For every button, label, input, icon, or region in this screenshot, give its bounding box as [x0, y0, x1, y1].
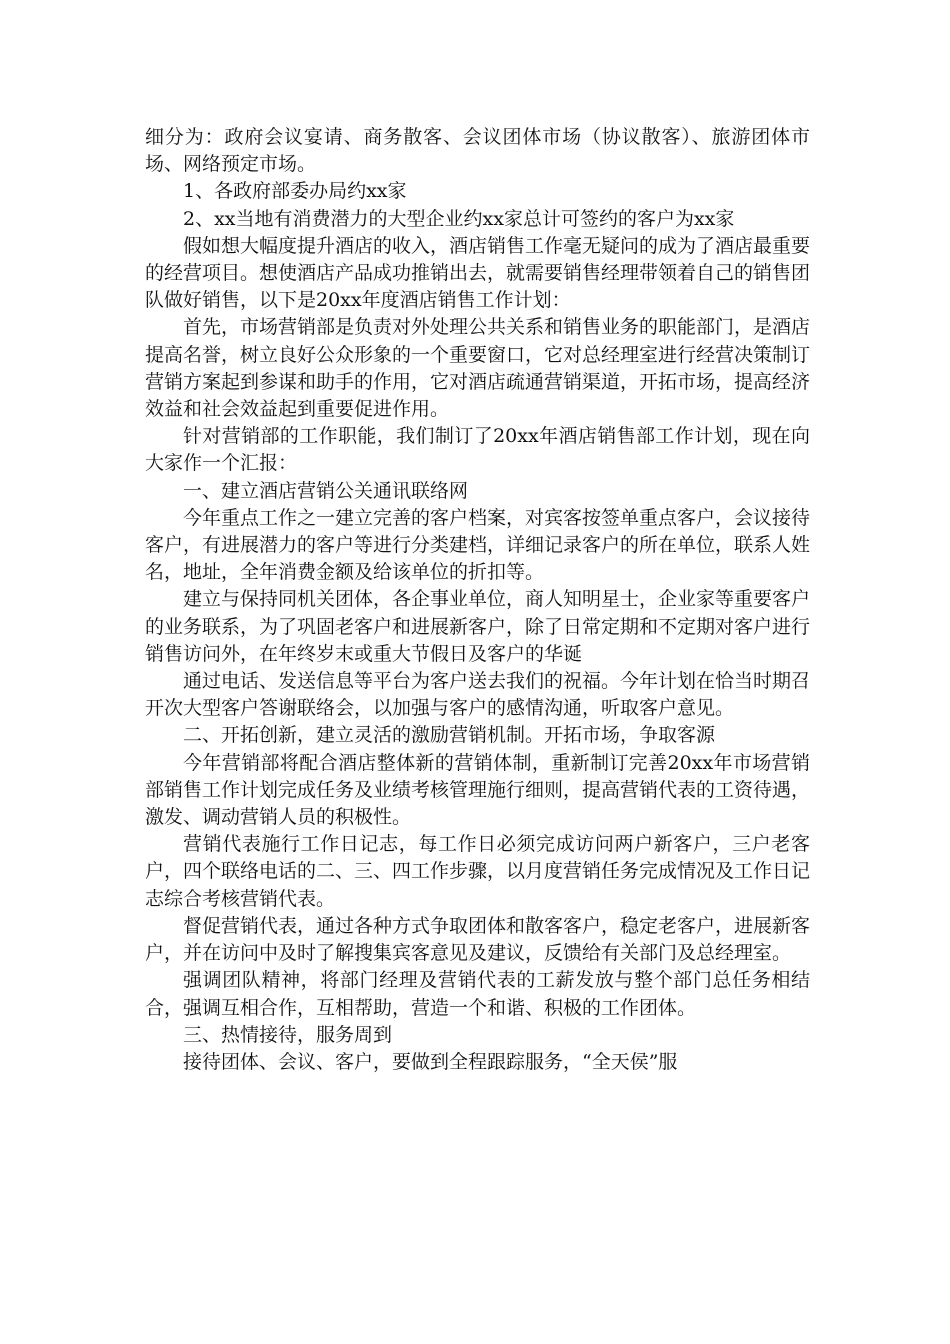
document-body	[145, 124, 810, 1076]
paragraph: 督促营销代表，通过各种方式争取团体和散客客户，稳定老客户，进展新客户，并在访问中及时了解搜集宾客意见及建议，反馈给有关部门及总经理室。	[145, 914, 811, 965]
paragraph: 今年营销部将配合酒店整体新的营销体制，重新制订完善20xx年市场营销部销售工作计划完成任务及业绩考核管理施行细则，提高营销代表的工资待遇，激发、调动营销人员的积极性。	[145, 751, 811, 829]
paragraph: 营销代表施行工作日记志，每工作日必须完成访问两户新客户，三户老客户，四个联络电话的二、三、四工作步骤，以月度营销任务完成情况及工作日记志综合考核营销代表。	[145, 833, 811, 910]
paragraph: 强调团队精神，将部门经理及营销代表的工薪发放与整个部门总任务相结合，强调互相合作，互相帮助，营造一个和谐、积极的工作团体。	[145, 969, 810, 1019]
paragraph: 一、建立酒店营销公关通讯联络网	[183, 479, 469, 502]
paragraph: 2、xx当地有消费潜力的大型企业约xx家总计可签约的客户为xx家	[183, 207, 735, 230]
paragraph: 细分为：政府会议宴请、商务散客、会议团体市场（协议散客）、旅游团体市场、网络预定市场。	[145, 126, 810, 176]
paragraph: 今年重点工作之一建立完善的客户档案，对宾客按签单重点客户，会议接待客户，有进展潜力的客户等进行分类建档，详细记录客户的所在单位，联系人姓名，地址，全年消费金额及给该单位的折扣等。	[145, 506, 811, 584]
paragraph: 通过电话、发送信息等平台为客户送去我们的祝福。今年计划在恰当时期召开次大型客户答谢联络会，以加强与客户的感情沟通，听取客户意见。	[145, 670, 811, 720]
paragraph: 二、开拓创新，建立灵活的激励营销机制。开拓市场，争取客源	[183, 724, 716, 747]
paragraph: 1、各政府部委办局约xx家	[183, 180, 407, 203]
paragraph: 首先，市场营销部是负责对外处理公共关系和销售业务的职能部门，是酒店提高名誉，树立良好公众形象的一个重要窗口，它对总经理室进行经营决策制订营销方案起到参谋和助手的作用，它对酒店疏通营销渠道，开拓市场，提高经济效益和社会效益起到重要促进作用。	[145, 316, 811, 421]
paragraph: 针对营销部的工作职能，我们制订了20xx年酒店销售部工作计划，现在向大家作一个汇报：	[145, 425, 810, 475]
paragraph: 三、热情接待，服务周到	[183, 1023, 393, 1046]
paragraph: 假如想大幅度提升酒店的收入，酒店销售工作毫无疑问的成为了酒店最重要的经营项目。想使酒店产品成功推销出去，就需要销售经理带领着自己的销售团队做好销售，以下是20xx年度酒店销售工作计划：	[145, 234, 811, 312]
paragraph: 建立与保持同机关团体，各企事业单位，商人知明星士，企业家等重要客户的业务联系，为了巩固老客户和进展新客户，除了日常定期和不定期对客户进行销售访问外，在年终岁末或重大节假日及客户的华诞	[145, 588, 811, 665]
paragraph: 接待团体、会议、客户，要做到全程跟踪服务，“全天侯”服	[183, 1050, 678, 1073]
